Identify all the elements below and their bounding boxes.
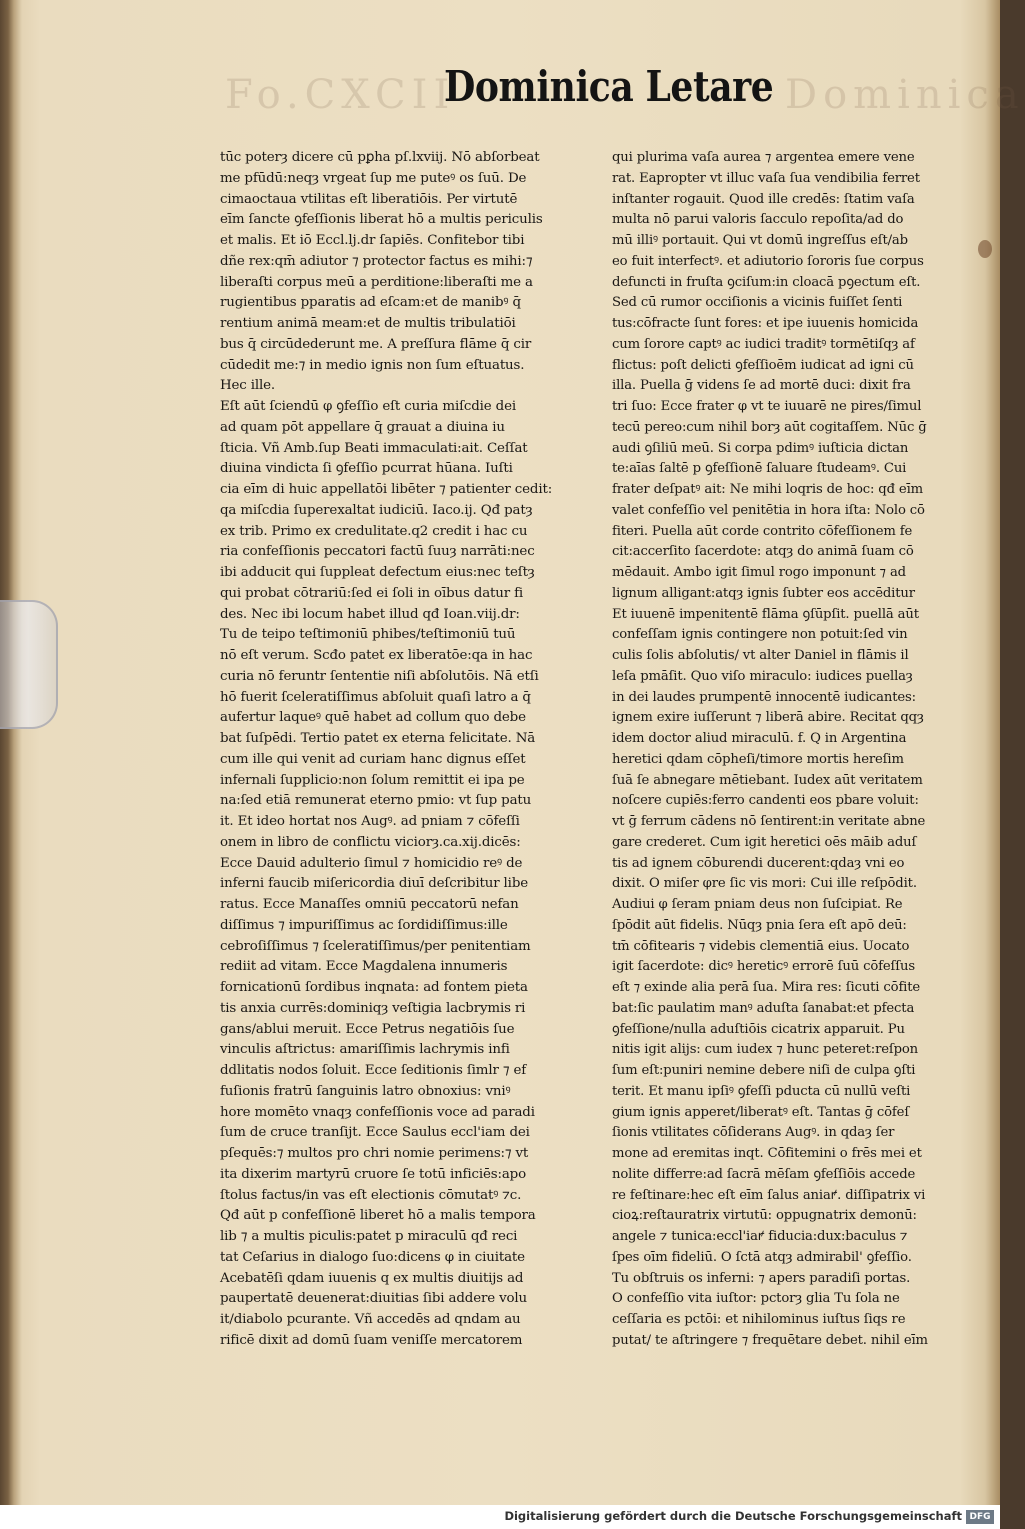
text-line: mone ad eremitas inqt. Cōfitemini o frēs mei et	[612, 1146, 922, 1161]
text-line: ex trib. Primo ex credulitate.q2 credit i hac cu	[220, 523, 528, 539]
text-line: hore momēto vnaqȝ confeſſionis voce ad paradi	[220, 1104, 535, 1120]
text-line: ita dixerim martyrū cruore ſe totū inficiēs:apo	[220, 1166, 526, 1182]
text-line: bat:ſic paulatim manꝰ aduſta ſanabat:et pfecta	[612, 1000, 915, 1016]
text-line: qui probat cōtrariū:ſed ei ſoli in oībus datur fi	[220, 585, 524, 601]
text-line: multa nō parui valoris ſacculo repoſita/ad do	[612, 212, 904, 228]
text-line: ſtolus factus/in vas eſt electionis cōmutatꝰ ⁊c.	[220, 1187, 522, 1203]
text-line: valet confeſſio vel penitētia in hora iſta: Nolo cō	[612, 502, 925, 518]
text-line: frater deſpatꝰ ait: Ne mihi loqris de hoc: qđ eīm	[612, 482, 924, 497]
text-line: Tu obſtruis os inferni: ⁊ apers paradiſi portas.	[612, 1270, 911, 1286]
text-line: Qđ aūt p confeſſionē liberet hō a malis tempora	[220, 1208, 536, 1224]
text-line: inferni faucib miſericordia diuī deſcribitur libe	[220, 876, 529, 892]
text-line: diſſimus ⁊ impuriſſimus ac ſordidiſſimus:ille	[220, 917, 508, 933]
text-line: O confeſſio vita iuſtor: pctorȝ glia Tu ſola ne	[612, 1291, 900, 1307]
text-line: cum ille qui venit ad curiam hanc dignus eſſet	[220, 751, 526, 767]
text-line: tis ad ignem cōburendi ducerent:qdaȝ vni eo	[612, 855, 905, 871]
text-line: vinculis aſtrictus: amariſſimis lachrymis infi	[220, 1042, 510, 1058]
text-line: flictus: poſt delicti ꝯfeſſioēm iudicat ad igni cū	[612, 357, 914, 373]
text-line: nitis igit alijs: cum iudex ⁊ hunc peteret:reſpon	[612, 1042, 919, 1058]
text-line: Hec ille.	[220, 378, 276, 394]
text-line: ſpes oīm fideliū. O ſctā atqȝ admirabil' ꝯfeſſio.	[612, 1249, 912, 1265]
text-line: ddlitatis nodos ſoluit. Ecce ſeditionis ſimlr ⁊ ef	[220, 1063, 527, 1078]
text-line: qui plurima vaſa aurea ⁊ argentea emere vene	[612, 150, 915, 165]
text-line: tri ſuo: Ecce frater φ vt te iuuarē ne pires/ſimul	[612, 399, 922, 414]
dfg-logo: DFG	[966, 1510, 994, 1524]
text-line: tus:cōfracte ſunt fores: et ipe iuuenis homicida	[612, 316, 919, 331]
text-line: dixit. O miſer φre ſic vis mori: Cui ille reſpōdit.	[612, 876, 917, 892]
text-line: cia eīm di huic appellatōi libēter ⁊ patienter cedit:	[220, 482, 553, 497]
text-line: eſt ⁊ exinde alia perā ſua. Mira res: ſicuti cōfite	[612, 980, 921, 995]
text-line: pſequēs:⁊ multos pro chri nomie perimens:⁊ vt	[220, 1146, 529, 1161]
text-line: et malis. Et iō Eccl.lj.dr ſapiēs. Confitebor tibi	[220, 233, 525, 248]
text-line: ſum eſt:puniri nemine debere niſi de culpa ꝯſti	[612, 1063, 916, 1078]
text-line: Et iuuenē impenitentē flāma ꝯſūpſit. puellā aūt	[612, 606, 919, 622]
text-line: Ecce Dauid adulterio ſimul ⁊ homicidio reꝰ de	[220, 855, 523, 871]
footer-bar	[0, 1505, 1000, 1529]
text-line: Audiui φ ſeram pniam deus non ſuſcipiat. Re	[612, 897, 903, 912]
text-line: tis anxia currēs:dominiqȝ veſtigia lacbrymis ri	[220, 1000, 526, 1016]
text-line: rificē dixit ad domū ſuam veniſſe mercatorem	[220, 1332, 523, 1348]
text-line: bus q̄ circūdederunt me. A preſſura flāme q̄ cir	[220, 336, 532, 352]
text-line: curia nō feruntr ſententie niſi abſolutōis. Nā etſi	[220, 668, 539, 684]
text-line: tūc poterȝ dicere cū pꝑha pſ.lxviij. Nō abſorbeat	[220, 150, 540, 165]
text-line: me pfūdū:neqȝ vrgeat ſup me puteꝰ os ſuū. De	[220, 170, 527, 186]
page-title: Dominica Letare	[444, 62, 774, 111]
text-line: des. Nec ibi locum habet illud qđ Ioan.viij.dr:	[220, 606, 520, 622]
text-line: culis ſolis abſolutis/ vt alter Daniel in flāmis il	[612, 648, 909, 663]
text-line: cimaoctaua vtilitas eſt liberatiōis. Per virtutē	[220, 191, 518, 207]
text-line: terit. Et manu ipſiꝰ ꝯfeſſi pducta cū nullū veſti	[612, 1083, 911, 1099]
text-line: paupertatē deuenerat:diuitias ſibi addere volu	[220, 1291, 528, 1307]
text-line: idem doctor aliud miraculū. f. Q in Argentina	[612, 731, 907, 746]
text-line: ſpōdit aūt fidelis. Nūqȝ pnia ſera eſt apō deū:	[612, 917, 907, 933]
text-line: heretici qdam cōpheſi/timore mortis hereſim	[612, 751, 904, 767]
text-line: nolite differre:ad ſacrā mēſam ꝯfeſſiōis accede	[612, 1166, 916, 1182]
text-line: liberaſti corpus meū a perditione:liberaſti me a	[220, 274, 533, 290]
text-line: fiteri. Puella aūt corde contrito cōfeſſionem fe	[612, 523, 913, 539]
text-line: diuina vindicta ſi ꝯfeſſio pcurrat hūana. Iuſti	[220, 461, 513, 477]
bleed-through-right: Dominica	[785, 72, 1025, 118]
text-line: gans/ablui meruit. Ecce Petrus negatiōis ſue	[220, 1021, 515, 1037]
text-line: ſionis vtilitates cōſiderans Augꝰ. in qdaȝ ſer	[612, 1125, 895, 1141]
text-line: illa. Puella ḡ videns ſe ad mortē duci: dixit fra	[612, 378, 911, 394]
text-line: te:aīas ſaltē p ꝯfeſſionē ſaluare ſtudeamꝰ. Cui	[612, 461, 907, 477]
text-line: rat. Eapropter vt illuc vaſa ſua vendibilia ferret	[612, 170, 920, 186]
text-line: noſcere cupiēs:ferro candenti eos pbare voluit:	[612, 793, 919, 809]
text-line: aufertur laqueꝰ quē habet ad collum quo debe	[220, 710, 526, 726]
text-line: na:ſed etiā remunerat eterno pmio: vt ſup patu	[220, 793, 532, 809]
text-line: putat/ te aſtringere ⁊ frequētare debet. nihil eīm	[612, 1332, 928, 1348]
left-text-column	[220, 148, 604, 1352]
text-line: angele ⁊ tunica:eccl'iaꝵ fiducia:dux:baculus ⁊	[612, 1229, 908, 1244]
right-text-column	[612, 148, 984, 1352]
text-line: it/diabolo pcurante. Vñ accedēs ad qndam au	[220, 1312, 521, 1327]
text-line: tm̄ cōfitearis ⁊ videbis clementiā eius. Uocato	[612, 938, 910, 954]
text-line: cum ſorore captꝰ ac iudici traditꝰ tormētiſqȝ af	[612, 336, 915, 352]
text-line: rugientibus pparatis ad eſcam:et de manibꝰ q̄	[220, 295, 521, 311]
text-line: qa miſcdia ſuperexaltat iudiciū. Iaco.ij. Qđ patȝ	[220, 502, 533, 518]
text-line: ria confeſſionis peccatori factū ſuuȝ narrāti:nec	[220, 544, 535, 560]
text-line: mū illiꝰ portauit. Qui vt domū ingreſſus eſt/ab	[612, 233, 908, 248]
text-line: gium ignis apperet/liberatꝰ eſt. Tantas ḡ cōfeſ	[612, 1104, 910, 1120]
text-line: confeſſam ignis contingere non potuit:ſed vin	[612, 627, 908, 643]
text-line: cūdedit me:⁊ in medio ignis non ſum eſtuatus.	[220, 357, 525, 373]
text-line: onem in libro de conflictu viciorȝ.ca.xij.dicēs:	[220, 834, 521, 850]
text-line: ignem exire iuſſerunt ⁊ liberā abire. Recitat qqȝ	[612, 710, 924, 726]
text-line: ratus. Ecce Manaſſes omniū peccatorū nefan	[220, 897, 519, 912]
text-line: leſa pmāſit. Quo viſo miraculo: iudices puellaȝ	[612, 668, 913, 684]
text-line: ꝯfeſſione/nulla aduſtiōis cicatrix apparuit. Pu	[612, 1021, 905, 1037]
bleed-through-left: Fo.CXCII	[225, 72, 456, 118]
footer-text: Digitalisierung gefördert durch die Deutsche Forschungsgemeinschaft	[504, 1509, 962, 1523]
text-line: ſticia. Vñ Amb.ſup Beati immaculati:ait. Ceſſat	[220, 440, 528, 456]
text-line: gare crederet. Cum igit heretici oēs māib aduſ	[612, 834, 917, 850]
text-line: tecū pereo:cum nihil borȝ aūt cogitaſſem. Nūc ḡ	[612, 419, 927, 435]
text-line: Tu de teipo teſtimoniū phibes/teſtimoniū tuū	[220, 627, 516, 643]
text-line: nō eſt verum. Scđo patet ex liberatōe:qa in hac	[220, 648, 533, 663]
text-line: infernali ſupplicio:non ſolum remittit ei ipa pe	[220, 772, 525, 788]
text-line: rediit ad vitam. Ecce Magdalena innumeris	[220, 959, 508, 975]
text-line: defuncti in fruſta ꝯciſum:in cloacā pꝯectum eſt.	[612, 274, 921, 290]
text-line: Eſt aūt ſciendū φ ꝯfeſſio eſt curia miſcdie dei	[220, 399, 517, 414]
text-line: cebroſiſſimus ⁊ ſceleratiſſimus/per penitentiam	[220, 938, 531, 954]
text-line: fuſionis fratrū ſanguinis latro obnoxius: vniꝰ	[220, 1083, 511, 1099]
text-line: hō fuerit ſceleratiſſimus abſoluit quaſi latro a q̄	[220, 689, 531, 705]
text-line: ſum de cruce tranſijt. Ecce Saulus eccl'iam dei	[220, 1125, 530, 1141]
text-line: eīm ſancte ꝯfeſſionis liberat hō a multis periculis	[220, 212, 543, 228]
text-line: lignum alligant:atqȝ ignis ſubter eos accēditur	[612, 585, 915, 601]
text-line: Sed cū rumor occiſionis a vicinis fuiſſet ſenti	[612, 295, 903, 311]
text-line: ceſſaria es pctōi: et nihilominus iuſtus ſiqs re	[612, 1312, 906, 1327]
text-line: Acebatēſi qdam iuuenis q ex multis diuitijs ad	[220, 1270, 524, 1286]
text-line: ad quam pōt appellare q̄ grauat a diuina iu	[220, 419, 505, 435]
text-line: vt ḡ ferrum cādens nō ſentirent:in veritate abne	[612, 814, 926, 829]
text-line: cit:accerſito ſacerdote: atqȝ do animā ſuam cō	[612, 544, 914, 560]
text-line: re feſtinare:hec eſt eīm ſalus aniaꝵ. diſſipatrix vi	[612, 1187, 926, 1203]
text-line: ſuā ſe abnegare mētiebant. Iudex aūt veritatem	[612, 772, 923, 788]
text-line: audi ꝯſiliū meū. Si corpa pdimꝰ iuſticia dictan	[612, 440, 909, 456]
text-line: ibi adducit qui ſuppleat defectum eius:nec teſtȝ	[220, 565, 535, 580]
text-line: cioꝝ:reſtauratrix virtutū: oppugnatrix demonū:	[612, 1208, 917, 1224]
text-line: in dei laudes prumpentē innocentē iudicantes:	[612, 689, 916, 705]
text-line: inſtanter rogauit. Quod ille credēs: ſtatim vaſa	[612, 191, 915, 207]
text-line: it. Et ideo hortat nos Augꝰ. ad pniam ⁊ cōfeſſi	[220, 814, 520, 829]
text-line: mēdauit. Ambo igit ſimul rogo imponunt ⁊ ad	[612, 565, 906, 580]
text-line: eo fuit interfectꝰ. et adiutorio ſororis ſue corpus	[612, 253, 924, 269]
text-line: igit ſacerdote: dicꝰ hereticꝰ errorē ſuū cōfeſſus	[612, 959, 915, 975]
page-clip	[0, 600, 58, 729]
text-line: lib ⁊ a multis piculis:patet p miraculū qđ reci	[220, 1229, 518, 1244]
text-line: tat Ceſarius in dialogo ſuo:dicens φ in ciuitate	[220, 1249, 525, 1265]
text-line: dñe rex:qm̄ adiutor ⁊ protector factus es mihi:⁊	[220, 253, 533, 269]
text-line: fornicationū ſordibus inqnata: ad fontem pieta	[220, 980, 528, 995]
text-line: bat ſuſpēdi. Tertio patet ex eterna felicitate. Nā	[220, 731, 536, 746]
text-line: rentium animā meam:et de multis tribulatiōi	[220, 316, 516, 331]
